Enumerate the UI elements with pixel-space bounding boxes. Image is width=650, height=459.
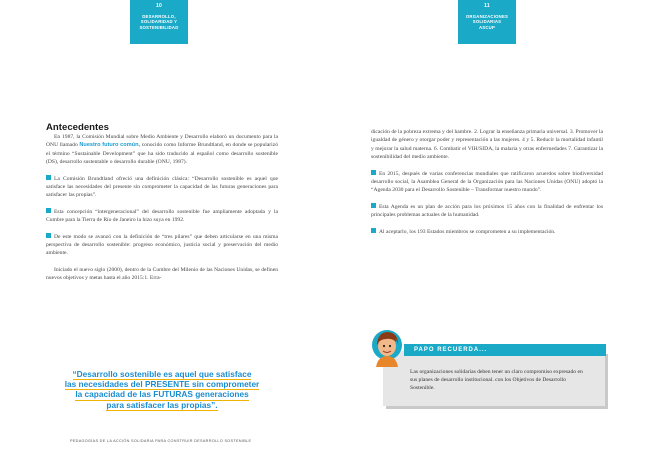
paragraph: En 2015, después de varias conferencias mundiales que ratificaron acuerdos sobre biodiversidad desarrollo social, la Asamblea General de la Organización para las Naciones Unidas (ONU) adoptó la “Agenda 2030 para el Desarrollo Sostenible – Transformar nuestro mundo”. bbox=[371, 170, 603, 194]
papo-recuerda-text: Las organizaciones solidarias deben tener un claro compromiso expresado en sus planes de desarrollo institucional. con los Objetivos de Desarrollo Sostenible. bbox=[410, 369, 583, 392]
tab-line: ASCUP bbox=[478, 24, 496, 30]
quote-line: la capacidad de las FUTURAS generaciones bbox=[75, 389, 249, 400]
paragraph: La Comisión Brundtland ofreció una definición clásica: “Desarrollo sostenible es aquel que satisface las necesidades del presente sin comprometer la capacidad de las futuras generaciones para satisfacer las propias”. bbox=[46, 175, 278, 199]
tab-line: DESARROLLO, bbox=[142, 14, 176, 20]
papo-character-icon bbox=[370, 327, 404, 367]
bullet-square-icon bbox=[371, 203, 376, 208]
tab-line: SOLIDARIAS bbox=[472, 19, 502, 25]
quote-line: las necesidades del PRESENTE sin comprometer bbox=[64, 379, 260, 390]
papo-recuerda-title: PAPO RECUERDA... bbox=[404, 344, 606, 356]
paragraph: Iniciado el nuevo siglo (2000), dentro de la Cumbre del Milenio de las Naciones Unidas, se definen nuevos objetivos y metas hasta el año 2015:1. Erra- bbox=[46, 266, 278, 282]
page-number: 11 bbox=[484, 3, 490, 9]
quote-line: “Desarrollo sostenible es aquel que satisface bbox=[72, 369, 252, 379]
paragraph: Esta concepción “intergeneracional” del desarrollo sostenible fue ampliamente adoptada y la Cumbre para la Tierra de Río de Janeiro la hizo suya en 1992. bbox=[46, 208, 278, 224]
chapter-tab-left bbox=[130, 0, 188, 44]
paragraph: dicación de la pobreza extrema y del hambre. 2. Lograr la enseñanza primaria universal. 3. Promover la igualdad de género y otorgar poder y representación a las mujeres. 4 y 5. Reducir la mortalidad infantil y mejorar la salud materna. 6. Combatir el VIH/SIDA, la malaria y otras enfermedades 7. Garantizar la sostenibilidad del medio ambiente. bbox=[371, 129, 603, 161]
pull-quote bbox=[46, 369, 278, 410]
tab-line: ORGANIZACIONES bbox=[465, 14, 509, 20]
right-text-column bbox=[371, 128, 603, 244]
tab-line: SOLIDARIDAD Y bbox=[140, 19, 178, 25]
tab-line: SOSTENIBILIDAD bbox=[139, 24, 179, 30]
bullet-square-icon bbox=[46, 175, 51, 180]
quote-line: para satisfacer las propias”. bbox=[106, 399, 218, 410]
page-footer: PEDAGOGÍAS DE LA ACCIÓN SOLIDARIA PARA CONSTRUIR DESARROLLO SOSTENIBLE bbox=[70, 439, 252, 443]
paragraph: Al aceptarlo, los 193 Estados miembros se comprometen a su implementación. bbox=[371, 228, 603, 236]
bullet-square-icon bbox=[46, 233, 51, 238]
bullet-square-icon bbox=[371, 228, 376, 233]
highlighted-title: Nuestro futuro común, bbox=[79, 142, 141, 149]
paragraph: De este modo se avanzó con la definición de “tres pilares” que deben articularse en una misma perspectiva de desarrollo sostenible: progreso económico, justicia social y preservación del medio ambiente. bbox=[46, 233, 278, 257]
section-heading: Antecedentes bbox=[46, 122, 109, 133]
right-page bbox=[325, 0, 650, 459]
paragraph: En 1987, la Comisión Mundial sobre Medio Ambiente y Desarrollo elaboró un documento para la ONU llamado Nuestro futuro común, conocido como Informe Brundtland, en donde se popularizó el término “Sustainable Development” que ha sido traducido al español como desarrollo sostenible (DS), desarrollo sustentable o desarrollo durable (ONU, 1987). bbox=[46, 134, 278, 166]
paragraph: Esta Agenda es un plan de acción para los próximos 15 años con la finalidad de enfrentar los principales problemas actuales de la humanidad. bbox=[371, 203, 603, 219]
page-number: 10 bbox=[156, 3, 162, 9]
bullet-square-icon bbox=[371, 170, 376, 175]
chapter-tab-right bbox=[458, 0, 516, 44]
left-text-column bbox=[46, 133, 278, 291]
bullet-square-icon bbox=[46, 208, 51, 213]
